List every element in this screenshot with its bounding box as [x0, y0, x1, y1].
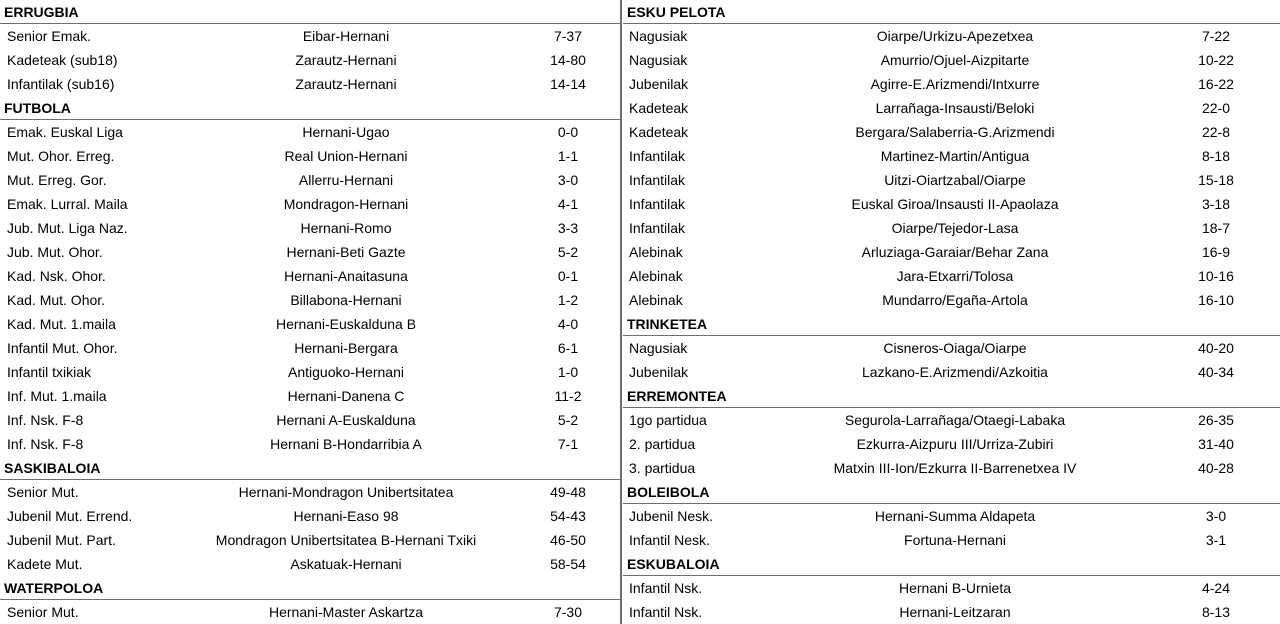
- category-cell: Infantil Nesk.: [629, 532, 710, 548]
- match-cell: Hernani-Bergara: [294, 340, 398, 356]
- left-results-column: [0, 0, 620, 624]
- result-row: [0, 360, 620, 384]
- score-cell: 1-2: [557, 292, 579, 308]
- category-cell: Infantil Mut. Ohor.: [7, 340, 118, 356]
- match-cell: Euskal Giroa/Insausti II-Apaolaza: [851, 196, 1059, 212]
- score-cell: 7-22: [1201, 28, 1231, 44]
- score-cell: 7-37: [553, 28, 583, 44]
- match-cell: Hernani-Leitzaran: [899, 604, 1011, 620]
- result-row: [623, 600, 1280, 624]
- match-cell: Askatuak-Hernani: [290, 556, 402, 572]
- result-row: [623, 240, 1280, 264]
- match-cell: Amurrio/Ojuel-Aizpitarte: [880, 52, 1030, 68]
- category-cell: Mut. Ohor. Erreg.: [7, 148, 115, 164]
- result-row: [623, 432, 1280, 456]
- score-cell: 4-24: [1201, 580, 1231, 596]
- match-cell: Cisneros-Oiaga/Oiarpe: [883, 340, 1027, 356]
- score-cell: 3-0: [557, 172, 579, 188]
- category-cell: Inf. Mut. 1.maila: [7, 388, 107, 404]
- category-cell: Infantil txikiak: [7, 364, 92, 380]
- match-cell: Hernani-Ugao: [302, 124, 390, 140]
- score-cell: 26-35: [1198, 412, 1234, 428]
- match-cell: Mondragon-Hernani: [283, 196, 409, 212]
- sport-section: [623, 312, 1280, 384]
- category-cell: Senior Mut.: [7, 604, 79, 620]
- result-row: [0, 528, 620, 552]
- result-row: [0, 600, 620, 624]
- score-cell: 22-8: [1201, 124, 1231, 140]
- category-cell: Alebinak: [629, 244, 683, 260]
- category-cell: Infantilak (sub16): [7, 76, 115, 92]
- score-cell: 5-2: [557, 412, 579, 428]
- category-cell: 3. partidua: [629, 460, 696, 476]
- section-title: ERRUGBIA: [0, 0, 620, 24]
- score-cell: 3-1: [1205, 532, 1227, 548]
- result-row: [623, 168, 1280, 192]
- section-title: ERREMONTEA: [623, 384, 1280, 408]
- score-cell: 4-1: [557, 196, 579, 212]
- match-cell: Antiguoko-Hernani: [288, 364, 404, 380]
- result-row: [623, 216, 1280, 240]
- section-title: FUTBOLA: [0, 96, 620, 120]
- category-cell: Nagusiak: [629, 340, 688, 356]
- result-row: [623, 72, 1280, 96]
- result-row: [0, 72, 620, 96]
- result-row: [0, 264, 620, 288]
- category-cell: Kad. Mut. Ohor.: [7, 292, 106, 308]
- score-cell: 40-20: [1198, 340, 1234, 356]
- sport-section: [0, 576, 620, 624]
- result-row: [623, 48, 1280, 72]
- score-cell: 40-28: [1198, 460, 1234, 476]
- sport-section: [623, 480, 1280, 552]
- category-cell: Nagusiak: [629, 52, 688, 68]
- score-cell: 6-1: [557, 340, 579, 356]
- category-cell: Kadete Mut.: [7, 556, 83, 572]
- result-row: [623, 360, 1280, 384]
- result-row: [0, 480, 620, 504]
- category-cell: Jubenil Mut. Errend.: [7, 508, 133, 524]
- category-cell: Infantilak: [629, 148, 686, 164]
- result-row: [0, 432, 620, 456]
- category-cell: Emak. Lurral. Maila: [7, 196, 128, 212]
- category-cell: Jubenil Mut. Part.: [7, 532, 116, 548]
- score-cell: 18-7: [1201, 220, 1231, 236]
- score-cell: 1-0: [557, 364, 579, 380]
- category-cell: 1go partidua: [629, 412, 707, 428]
- right-results-column: [623, 0, 1280, 624]
- score-cell: 7-1: [557, 436, 579, 452]
- category-cell: Jub. Mut. Ohor.: [7, 244, 103, 260]
- score-cell: 7-30: [553, 604, 583, 620]
- section-title: TRINKETEA: [623, 312, 1280, 336]
- match-cell: Zarautz-Hernani: [295, 52, 397, 68]
- score-cell: 4-0: [557, 316, 579, 332]
- section-title: WATERPOLOA: [0, 576, 620, 600]
- score-cell: 11-2: [554, 388, 582, 404]
- result-row: [0, 216, 620, 240]
- section-title: BOLEIBOLA: [623, 480, 1280, 504]
- score-cell: 16-10: [1198, 292, 1234, 308]
- match-cell: Arluziaga-Garaiar/Behar Zana: [861, 244, 1049, 260]
- result-row: [623, 288, 1280, 312]
- result-row: [0, 408, 620, 432]
- match-cell: Mondragon Unibertsitatea B-Hernani Txiki: [215, 532, 477, 548]
- sport-section: [0, 96, 620, 456]
- match-cell: Hernani B-Hondarribia A: [270, 436, 422, 452]
- match-cell: Hernani-Danena C: [287, 388, 405, 404]
- result-row: [623, 264, 1280, 288]
- category-cell: Senior Emak.: [7, 28, 92, 44]
- column-divider: [620, 0, 622, 624]
- match-cell: Lazkano-E.Arizmendi/Azkoitia: [862, 364, 1048, 380]
- result-row: [0, 120, 620, 144]
- score-cell: 0-0: [557, 124, 579, 140]
- score-cell: 58-54: [550, 556, 586, 572]
- category-cell: Mut. Erreg. Gor.: [7, 172, 107, 188]
- section-title: ESKUBALOIA: [623, 552, 1280, 576]
- result-row: [623, 528, 1280, 552]
- result-row: [623, 120, 1280, 144]
- category-cell: Kad. Mut. 1.maila: [7, 316, 116, 332]
- category-cell: Jub. Mut. Liga Naz.: [7, 220, 128, 236]
- result-row: [0, 144, 620, 168]
- match-cell: Oiarpe/Tejedor-Lasa: [891, 220, 1019, 236]
- sport-section: [0, 0, 620, 96]
- result-row: [0, 240, 620, 264]
- result-row: [0, 384, 620, 408]
- category-cell: Jubenil Nesk.: [629, 508, 714, 524]
- match-cell: Real Union-Hernani: [284, 148, 408, 164]
- match-cell: Jara-Etxarri/Tolosa: [896, 268, 1014, 284]
- score-cell: 3-18: [1201, 196, 1231, 212]
- category-cell: Infantilak: [629, 172, 686, 188]
- score-cell: 46-50: [550, 532, 586, 548]
- score-cell: 14-14: [550, 76, 586, 92]
- score-cell: 40-34: [1198, 364, 1234, 380]
- match-cell: Hernani A-Euskalduna: [276, 412, 416, 428]
- result-row: [623, 576, 1280, 600]
- category-cell: Kad. Nsk. Ohor.: [7, 268, 106, 284]
- match-cell: Martinez-Martin/Antigua: [880, 148, 1030, 164]
- match-cell: Hernani B-Urnieta: [898, 580, 1012, 596]
- match-cell: Hernani-Summa Aldapeta: [874, 508, 1036, 524]
- score-cell: 8-13: [1201, 604, 1231, 620]
- result-row: [0, 24, 620, 48]
- category-cell: Inf. Nsk. F-8: [7, 436, 84, 452]
- score-cell: 49-48: [550, 484, 586, 500]
- match-cell: Hernani-Romo: [300, 220, 392, 236]
- score-cell: 54-43: [550, 508, 586, 524]
- result-row: [623, 504, 1280, 528]
- result-row: [623, 24, 1280, 48]
- match-cell: Eibar-Hernani: [302, 28, 390, 44]
- category-cell: Kadeteak: [629, 100, 689, 116]
- score-cell: 22-0: [1201, 100, 1231, 116]
- sport-section: [623, 552, 1280, 624]
- result-row: [0, 192, 620, 216]
- result-row: [0, 552, 620, 576]
- sport-section: [623, 0, 1280, 312]
- category-cell: Jubenilak: [629, 364, 689, 380]
- result-row: [623, 144, 1280, 168]
- match-cell: Hernani-Easo 98: [293, 508, 399, 524]
- match-cell: Matxin III-Ion/Ezkurra II-Barrenetxea IV: [833, 460, 1077, 476]
- match-cell: Hernani-Mondragon Unibertsitatea: [238, 484, 454, 500]
- match-cell: Hernani-Beti Gazte: [286, 244, 406, 260]
- score-cell: 3-0: [1205, 508, 1227, 524]
- score-cell: 16-22: [1198, 76, 1234, 92]
- result-row: [0, 288, 620, 312]
- score-cell: 31-40: [1198, 436, 1234, 452]
- category-cell: Infantil Nsk.: [629, 604, 703, 620]
- score-cell: 16-9: [1201, 244, 1231, 260]
- score-cell: 1-1: [557, 148, 579, 164]
- result-row: [623, 192, 1280, 216]
- score-cell: 10-16: [1198, 268, 1234, 284]
- match-cell: Mundarro/Egaña-Artola: [882, 292, 1028, 308]
- section-title: SASKIBALOIA: [0, 456, 620, 480]
- category-cell: 2. partidua: [629, 436, 696, 452]
- result-row: [0, 312, 620, 336]
- match-cell: Hernani-Master Askartza: [268, 604, 424, 620]
- match-cell: Oiarpe/Urkizu-Apezetxea: [876, 28, 1034, 44]
- score-cell: 5-2: [557, 244, 579, 260]
- category-cell: Senior Mut.: [7, 484, 79, 500]
- category-cell: Nagusiak: [629, 28, 688, 44]
- category-cell: Alebinak: [629, 268, 683, 284]
- category-cell: Infantilak: [629, 196, 686, 212]
- match-cell: Segurola-Larrañaga/Otaegi-Labaka: [844, 412, 1066, 428]
- category-cell: Alebinak: [629, 292, 683, 308]
- category-cell: Inf. Nsk. F-8: [7, 412, 84, 428]
- category-cell: Kadeteak (sub18): [7, 52, 118, 68]
- match-cell: Bergara/Salaberria-G.Arizmendi: [855, 124, 1055, 140]
- match-cell: Hernani-Anaitasuna: [284, 268, 408, 284]
- match-cell: Fortuna-Hernani: [904, 532, 1006, 548]
- result-row: [0, 168, 620, 192]
- category-cell: Emak. Euskal Liga: [7, 124, 123, 140]
- sport-section: [0, 456, 620, 576]
- match-cell: Allerru-Hernani: [298, 172, 394, 188]
- section-title: ESKU PELOTA: [623, 0, 1280, 24]
- score-cell: 0-1: [557, 268, 579, 284]
- result-row: [623, 336, 1280, 360]
- sport-section: [623, 384, 1280, 480]
- category-cell: Jubenilak: [629, 76, 689, 92]
- result-row: [623, 456, 1280, 480]
- result-row: [0, 504, 620, 528]
- result-row: [0, 48, 620, 72]
- category-cell: Kadeteak: [629, 124, 689, 140]
- score-cell: 10-22: [1198, 52, 1234, 68]
- score-cell: 3-3: [557, 220, 579, 236]
- category-cell: Infantil Nsk.: [629, 580, 703, 596]
- result-row: [0, 336, 620, 360]
- match-cell: Zarautz-Hernani: [295, 76, 397, 92]
- match-cell: Agirre-E.Arizmendi/Intxurre: [870, 76, 1040, 92]
- match-cell: Uitzi-Oiartzabal/Oiarpe: [884, 172, 1026, 188]
- category-cell: Infantilak: [629, 220, 686, 236]
- score-cell: 14-80: [550, 52, 586, 68]
- result-row: [623, 96, 1280, 120]
- score-cell: 15-18: [1198, 172, 1234, 188]
- match-cell: Hernani-Euskalduna B: [275, 316, 417, 332]
- match-cell: Larrañaga-Insausti/Beloki: [875, 100, 1035, 116]
- result-row: [623, 408, 1280, 432]
- match-cell: Billabona-Hernani: [290, 292, 402, 308]
- match-cell: Ezkurra-Aizpuru III/Urriza-Zubiri: [856, 436, 1054, 452]
- score-cell: 8-18: [1201, 148, 1231, 164]
